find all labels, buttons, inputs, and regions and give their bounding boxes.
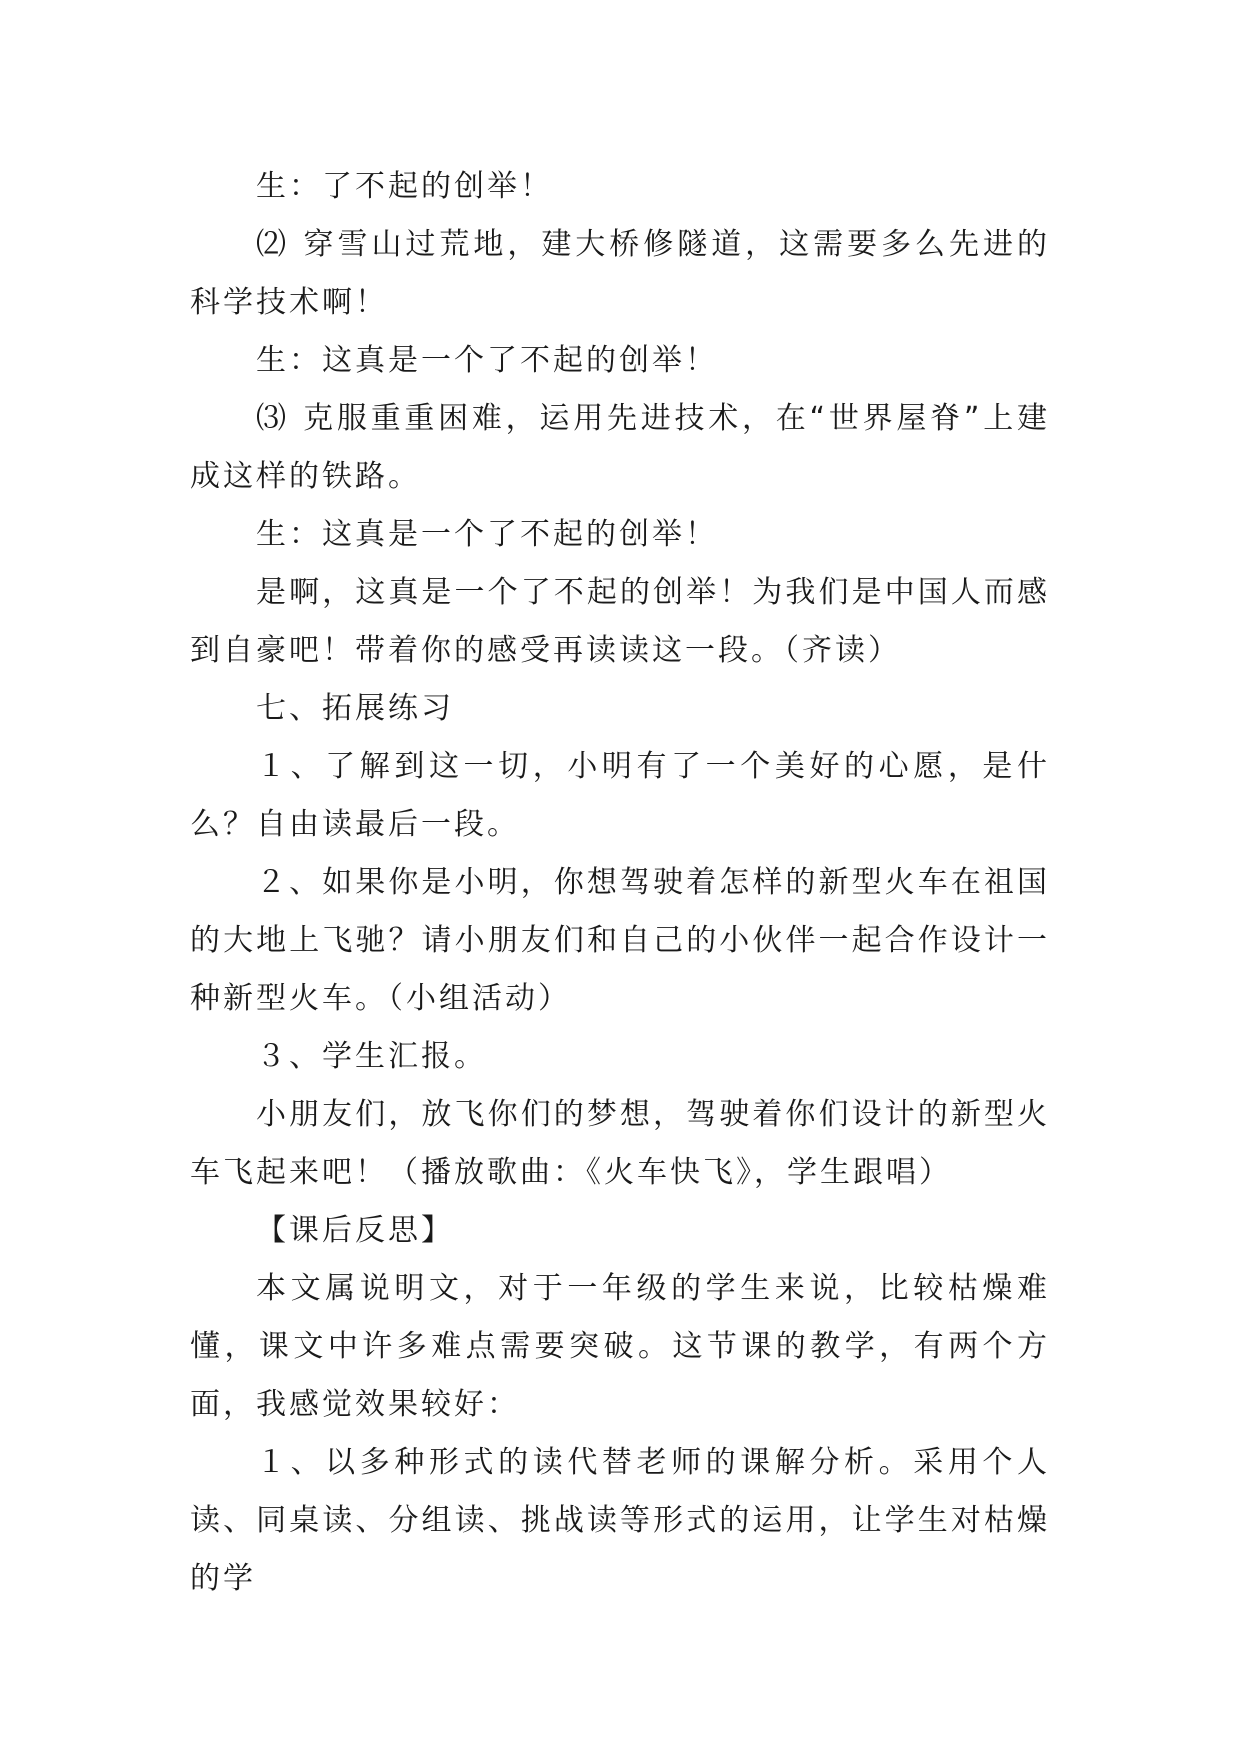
paragraph-student-reply-2: 生：这真是一个了不起的创举！ xyxy=(256,343,718,378)
paragraph-exercise-2: ２、如果你是小明，你想驾驶着怎样的新型火车在祖国的大地上飞驰？请小朋友们和自己的小伙伴一起合作设计一种新型火车。（小组活动） xyxy=(190,865,1050,1016)
paragraph-exercise-3: ３、学生汇报。 xyxy=(256,1039,487,1074)
paragraph-exercise-1: １、了解到这一切，小明有了一个美好的心愿，是什么？自由读最后一段。 xyxy=(190,749,1050,842)
section-heading-reflection: 【课后反思】 xyxy=(256,1213,454,1248)
paragraph-student-reply-1: 生：了不起的创举！ xyxy=(256,169,553,204)
section-heading-extension: 七、拓展练习 xyxy=(256,691,454,726)
paragraph-teacher-summary: 是啊，这真是一个了不起的创举！为我们是中国人而感到自豪吧！带着你的感受再读读这一段。（齐读） xyxy=(190,575,1050,668)
paragraph-student-reply-3: 生：这真是一个了不起的创举！ xyxy=(256,517,718,552)
paragraph-item-3: ⑶ 克服重重困难，运用先进技术，在“世界屋脊”上建成这样的铁路。 xyxy=(190,401,1050,494)
paragraph-item-2: ⑵ 穿雪山过荒地，建大桥修隧道，这需要多么先进的科学技术啊！ xyxy=(190,227,1050,320)
paragraph-reflection-intro: 本文属说明文，对于一年级的学生来说，比较枯燥难懂，课文中许多难点需要突破。这节课的教学，有两个方面，我感觉效果较好： xyxy=(190,1271,1050,1422)
paragraph-reflection-point-1: １、以多种形式的读代替老师的课解分析。采用个人读、同桌读、分组读、挑战读等形式的运用，让学生对枯燥的学 xyxy=(190,1445,1050,1596)
document-body xyxy=(190,158,1050,1608)
paragraph-closing-activity: 小朋友们，放飞你们的梦想，驾驶着你们设计的新型火车飞起来吧！（播放歌曲：《火车快飞》，学生跟唱） xyxy=(190,1097,1050,1190)
